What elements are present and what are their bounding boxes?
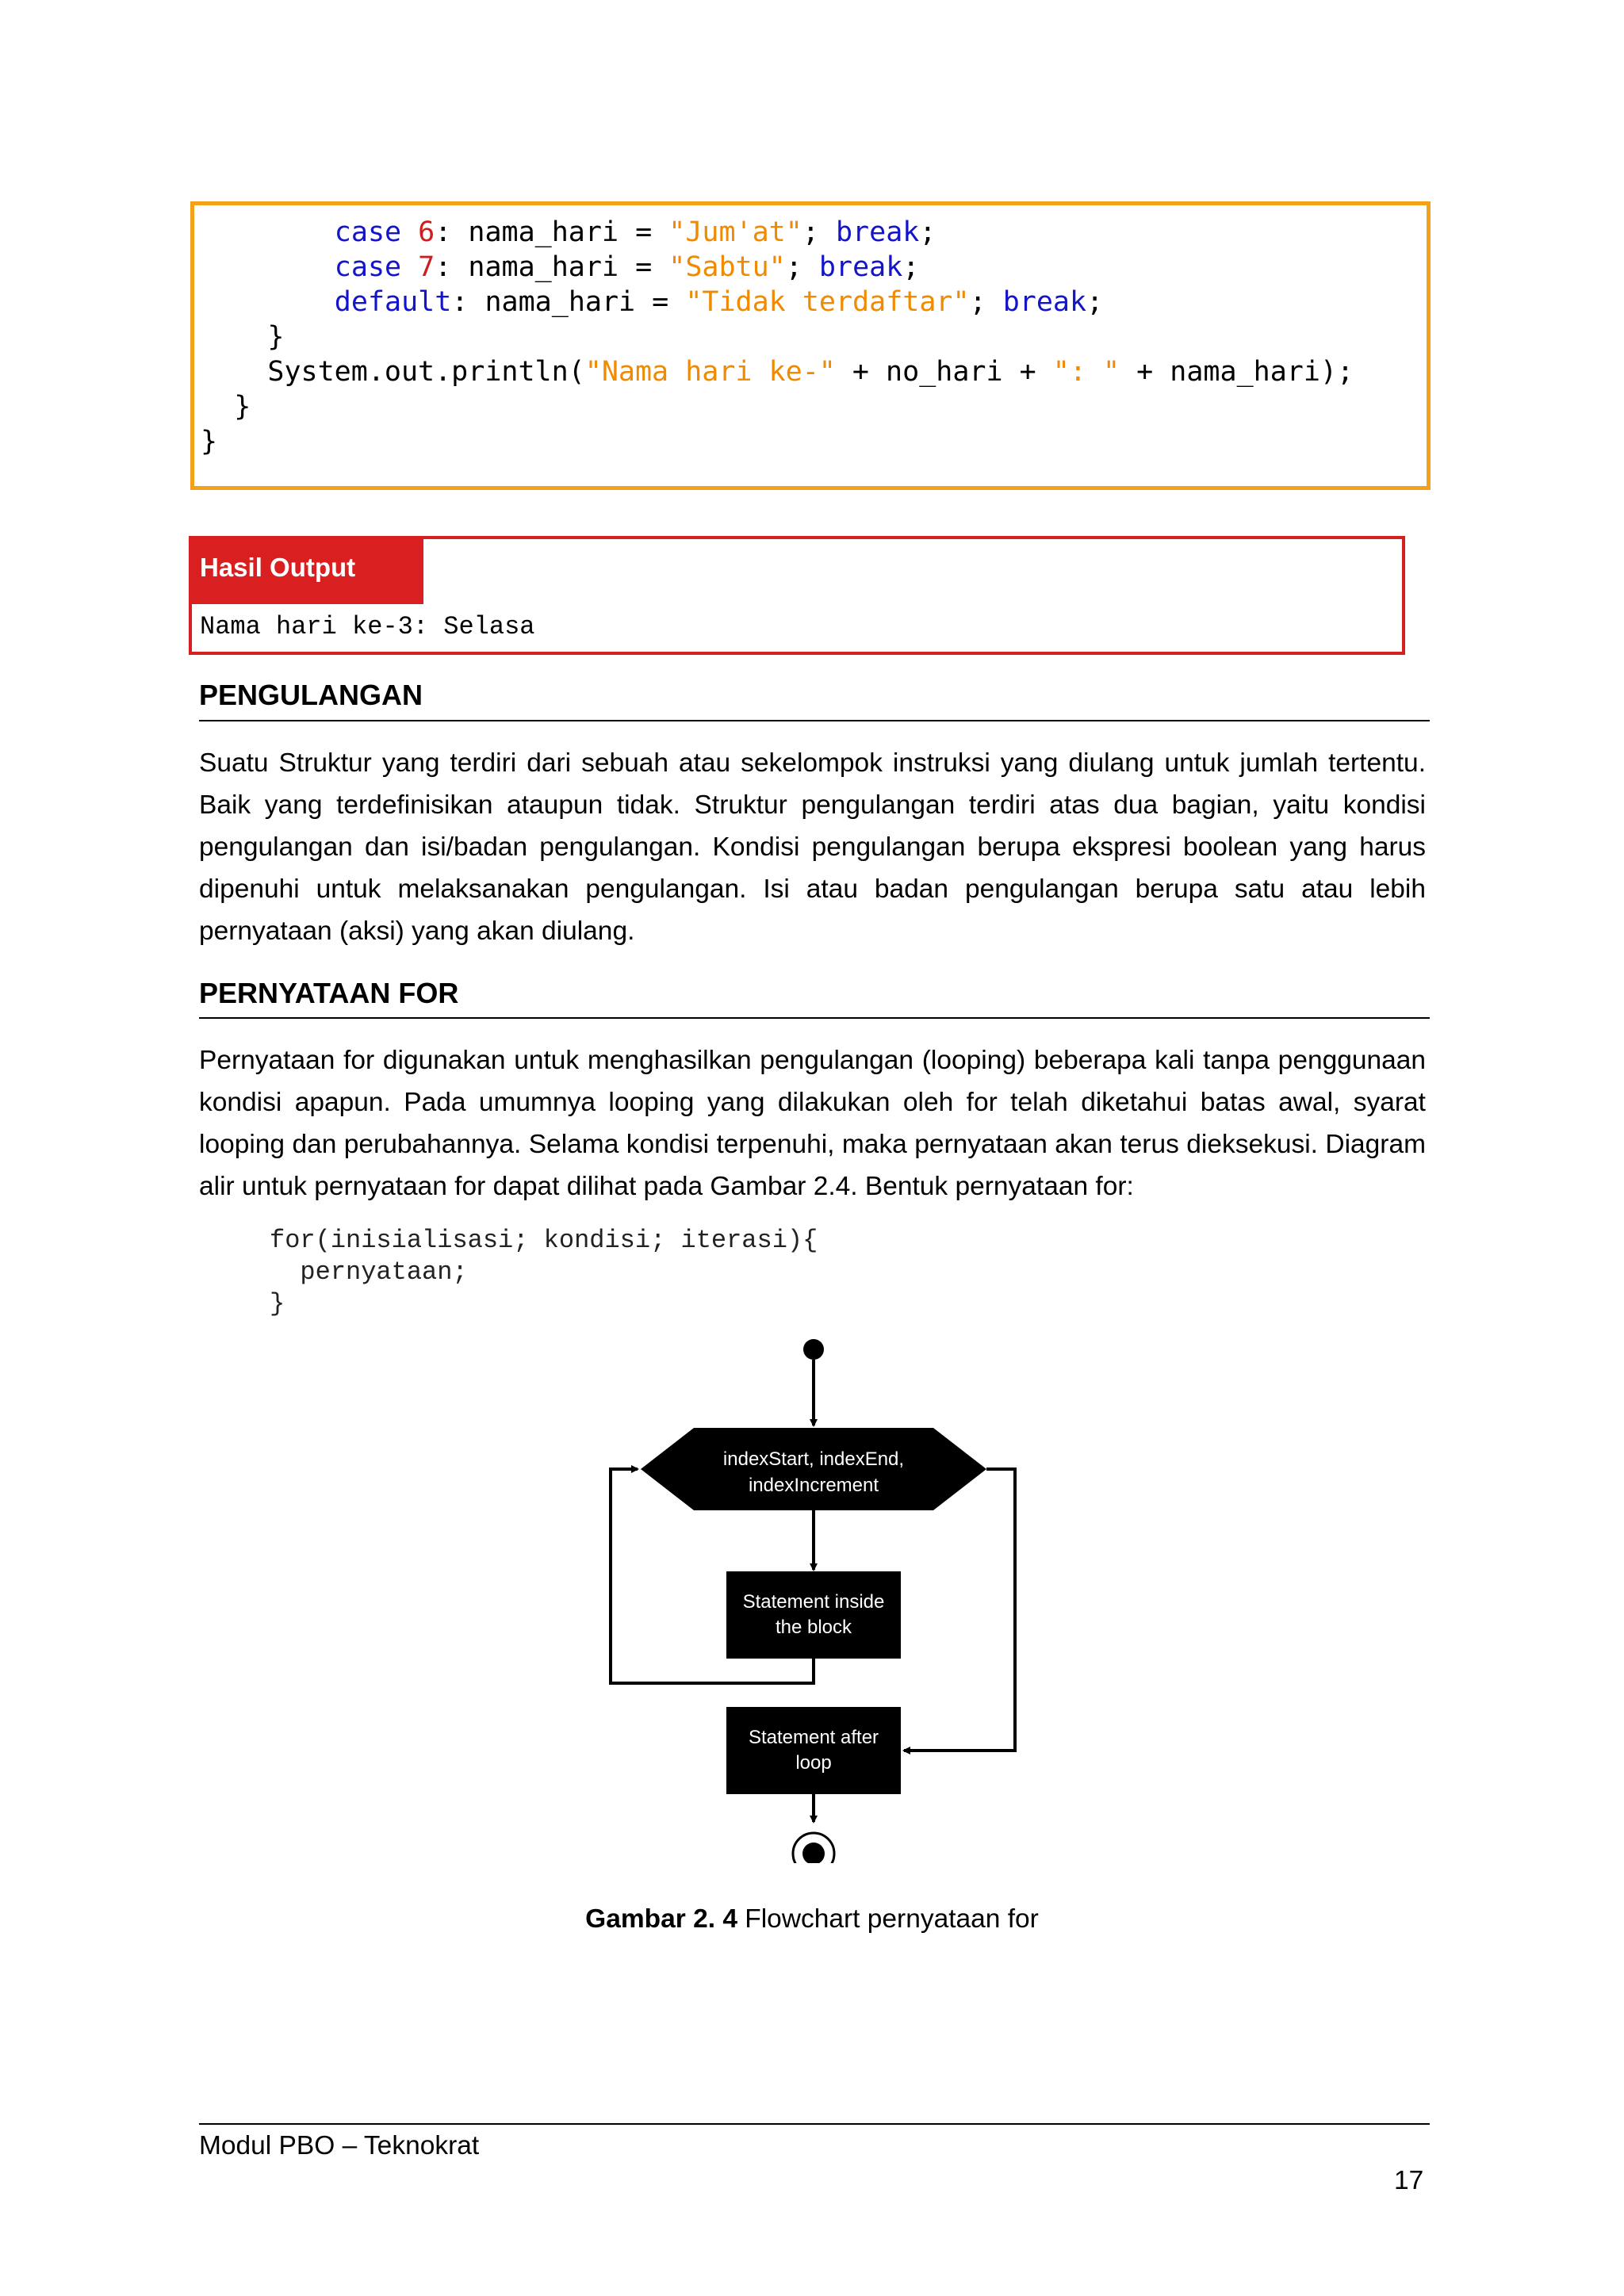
code-line — [335, 250, 920, 285]
for-flowchart — [555, 1324, 1071, 1863]
section-divider — [199, 720, 1430, 721]
caption-text: Flowchart pernyataan for — [737, 1904, 1039, 1934]
code-token: ; — [1086, 286, 1104, 318]
footer-divider — [199, 2123, 1430, 2125]
section-divider — [199, 1017, 1430, 1019]
syntax-line: } — [270, 1289, 285, 1318]
code-line — [267, 320, 284, 354]
code-token: + nama_hari); — [1120, 356, 1354, 388]
footer-title: Modul PBO – Teknokrat — [199, 2131, 480, 2160]
syntax-line: for(inisialisasi; kondisi; iterasi){ — [270, 1226, 818, 1255]
caption-label: Gambar 2. 4 — [585, 1904, 737, 1934]
code-token: ; — [802, 216, 836, 248]
exit-arrow — [904, 1469, 1015, 1751]
code-token: break — [1002, 286, 1087, 318]
code-token: "Sabtu" — [668, 251, 786, 283]
section-heading-pengulangan: PENGULANGAN — [199, 679, 423, 711]
after-node-label: Statement after — [748, 1727, 879, 1748]
output-box — [189, 536, 1405, 655]
start-node-icon — [803, 1339, 824, 1360]
body-node-label: Statement inside — [742, 1591, 885, 1613]
code-line — [335, 285, 1103, 320]
syntax-line: pernyataan; — [270, 1257, 468, 1287]
code-token: "Jum'at" — [668, 216, 802, 248]
code-token: 6 — [418, 216, 435, 248]
code-token: ; — [902, 251, 920, 283]
code-token: break — [835, 216, 920, 248]
output-text: Nama hari ke-3: Selasa — [200, 612, 535, 641]
code-token: case — [334, 216, 419, 248]
code-token: "Nama hari ke-" — [584, 356, 836, 388]
code-token: } — [234, 391, 251, 423]
statement-block-node — [726, 1571, 901, 1659]
page-number: 17 — [1394, 2166, 1424, 2195]
code-token: : nama_hari = — [451, 286, 686, 318]
loop-node-label: indexStart, indexEnd, — [722, 1448, 905, 1470]
code-token: ": " — [1052, 356, 1120, 388]
code-token: ; — [919, 216, 936, 248]
code-token: } — [267, 321, 285, 353]
code-block — [190, 201, 1431, 490]
code-token: : nama_hari = — [435, 251, 669, 283]
code-line — [201, 424, 217, 459]
body-node-label: the block — [775, 1617, 852, 1638]
code-token: "Tidak terdaftar" — [685, 286, 970, 318]
paragraph-pernyataan-for: Pernyataan for digunakan untuk menghasilkan pengulangan (looping) beberapa kali tanpa penggunaan kondisi apapun. Pada umumnya looping yang dilakukan oleh for telah diketahui batas awal, syarat looping dan perubahannya. Selama kondisi terpenuhi, maka pernyataan akan terus dieksekusi. Diagram alir untuk pernyataan for dapat dilihat pada Gambar 2.4. Bentuk pernyataan for: — [199, 1046, 1426, 1201]
code-token: break — [818, 251, 903, 283]
after-node-label: loop — [795, 1752, 832, 1774]
loop-node-label: indexIncrement — [748, 1475, 879, 1496]
code-line — [234, 389, 251, 424]
code-token: ; — [785, 251, 819, 283]
code-line — [267, 354, 1354, 389]
paragraph-pengulangan: Suatu Struktur yang terdiri dari sebuah atau sekelompok instruksi yang diulang untuk jumlah tertentu. Baik yang terdefinisikan ataupun tidak. Struktur pengulangan terdiri atas dua bagian, yaitu kondisi pengulangan dan isi/badan pengulangan. Kondisi pengulangan berupa ekspresi boolean yang harus dipenuhi untuk melaksanakan pengulangan. Isi atau badan pengulangan berupa satu atau lebih pernyataan (aksi) yang akan diulang. — [199, 748, 1426, 946]
figure-caption — [0, 1904, 1624, 1934]
code-line — [335, 215, 936, 250]
statement-after-loop-node — [726, 1707, 901, 1794]
code-token: : nama_hari = — [435, 216, 669, 248]
code-token: 7 — [418, 251, 435, 283]
section-heading-pernyataan-for: PERNYATAAN FOR — [199, 977, 459, 1009]
code-token: System.out.println( — [267, 356, 585, 388]
code-token: + no_hari + — [835, 356, 1053, 388]
code-token: case — [334, 251, 419, 283]
code-token: default — [334, 286, 452, 318]
output-header: Hasil Output — [189, 536, 423, 604]
code-token: ; — [969, 286, 1003, 318]
code-token: } — [201, 426, 218, 457]
